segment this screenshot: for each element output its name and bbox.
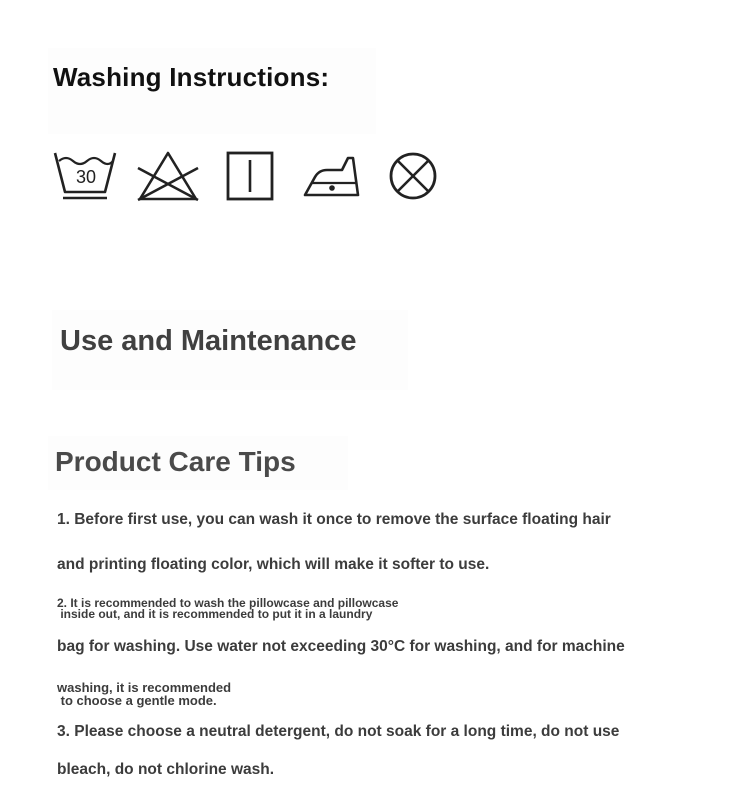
washing-instructions-title: Washing Instructions:	[53, 62, 330, 92]
tip-3-line-2: bleach, do not chlorine wash.	[57, 761, 275, 778]
tip-2-line-1: 2. It is recommended to wash the pillowcase and pillowcase	[57, 596, 399, 610]
use-maintenance-title: Use and Maintenance	[60, 325, 357, 357]
tumble-dry-icon	[226, 148, 276, 204]
tip-1-line-2: and printing floating color, which will make it softer to use.	[57, 556, 490, 573]
wash-temperature-label: 30	[75, 167, 97, 187]
tip-1-line-1: 1. Before first use, you can wash it once to remove the surface floating hair	[57, 511, 611, 528]
tip-2-line-5: to choose a gentle mode.	[57, 693, 217, 708]
wash-30-icon	[52, 148, 120, 204]
iron-low-icon	[302, 148, 364, 204]
do-not-bleach-icon	[134, 148, 202, 204]
use-maintenance-block	[52, 310, 408, 390]
tip-2-line-4: washing, it is recommended	[57, 680, 232, 695]
do-not-dry-clean-icon	[388, 148, 440, 204]
tip-2-line-2: inside out, and it is recommended to put it in a laundry	[57, 607, 373, 621]
care-symbols-row	[52, 148, 452, 208]
tip-3-line-1: 3. Please choose a neutral detergent, do not soak for a long time, do not use	[57, 723, 620, 740]
tip-2-line-3: bag for washing. Use water not exceeding 30°C for washing, and for machine	[57, 638, 625, 655]
product-care-title: Product Care Tips	[55, 446, 296, 477]
washing-title-block	[48, 48, 376, 134]
care-title-block	[48, 436, 348, 490]
